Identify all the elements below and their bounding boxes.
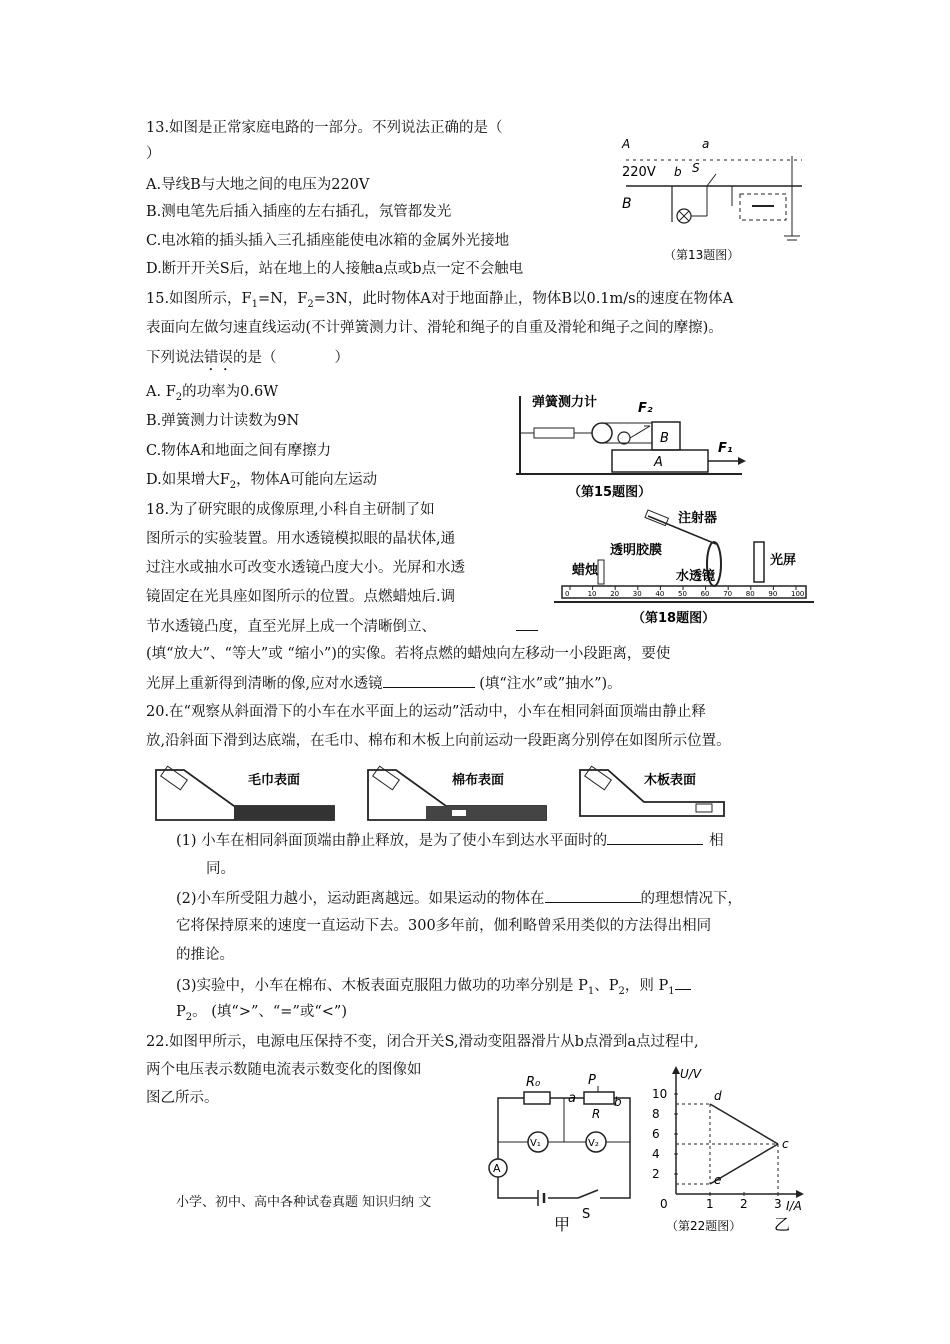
q20-blank-1[interactable] <box>607 830 703 845</box>
q22-graph-ytick-label: 4 <box>652 1147 660 1161</box>
q20-blank-3[interactable] <box>675 975 691 990</box>
q18-fig-label-candle: 蜡烛 <box>572 563 599 578</box>
q13-option-c: C.电冰箱的插头插入三孔插座能使电冰箱的金属外光接地 <box>146 233 510 249</box>
q18-fig-label-screen: 光屏 <box>770 553 797 568</box>
q15-line-2: 表面向左做匀速直线运动(不计弹簧测力计、滑轮和绳子的自重及滑轮和绳子之间的摩擦)。 <box>146 320 723 336</box>
q20-part-3-line-2: $P_2$。 (填“>”、“=”或“<”) <box>176 1004 347 1023</box>
q13-fig-caption: （第13题图） <box>664 248 740 262</box>
q15-option-b: B.弹簧测力计读数为9N <box>146 413 300 429</box>
q20-part-2-line-3: 的推论。 <box>176 947 234 963</box>
q13-fig-label-voltage: 220V <box>622 165 656 180</box>
q22-graph-figure <box>646 1066 806 1236</box>
q20-blank-2[interactable] <box>545 888 641 903</box>
q22-circuit-figure <box>482 1068 648 1234</box>
q20-part-2-line-2: 它将保持原来的速度一直运动下去。300多年前，伽利略曾采用类似的方法得出相同 <box>176 918 712 934</box>
q15-fig-label-a: A <box>654 455 663 470</box>
q22-fig-label-b: b <box>614 1095 622 1109</box>
q18-line-4: 镜固定在光具座如图所示的位置。点燃蜡烛后.调 <box>146 589 456 605</box>
q18-lens-figure <box>548 506 816 630</box>
q22-graph-ytick-label: 10 <box>652 1087 668 1101</box>
q13-fig-label-a: A <box>622 137 631 151</box>
q18-ruler-tick-label: 40 <box>655 590 665 598</box>
footer-watermark-text: 小学、初中、高中各种试卷真题 知识归纳 文 <box>176 1195 432 1210</box>
q18-ruler-tick-label: 50 <box>678 590 687 598</box>
q18-ruler-tick-label: 0 <box>565 590 570 598</box>
q20-surface-1-label: 毛巾表面 <box>248 773 301 788</box>
q22-graph-ytick-label: 8 <box>652 1107 660 1121</box>
q13-fig-label-pb: b <box>674 165 682 179</box>
q15-line-3: 下列说法错误的是（ ） <box>146 350 349 366</box>
q22-graph-xtick-label: 2 <box>740 1197 748 1211</box>
q18-ruler-tick-label: 20 <box>610 590 620 598</box>
q15-pulley-figure <box>512 386 752 506</box>
q18-ruler-tick-label: 10 <box>587 590 597 598</box>
q15-option-a: A. $F_2$的功率为0.6W <box>146 384 279 403</box>
q13-option-d: D.断开开关S后，站在地上的人接触a点或b点一定不会触电 <box>146 261 524 277</box>
q18-line-2: 图所示的实验装置。用水透镜模拟眼的晶状体,通 <box>146 531 456 547</box>
q18-fig-caption: （第18题图） <box>632 611 716 626</box>
q15-fig-label-f2: F₂ <box>638 401 653 416</box>
q18-line-5: 节水透镜凸度，直至光屏上成一个清晰倒立、 <box>146 616 538 637</box>
q22-graph-line-dc <box>710 1104 778 1144</box>
q22-graph-xtick-label: 1 <box>706 1197 714 1211</box>
q20-part-1-line-1: (1) 小车在相同斜面顶端由静止释放，是为了使小车到达水平面时的 相 <box>176 830 724 851</box>
q22-graph-xlabel: I/A <box>786 1199 802 1213</box>
q15-line-1: 15.如图所示，$F_1=N$，$F_2=3N$，此时物体A对于地面静止，物体B以0.1m/s的速度在物体A <box>146 291 734 310</box>
q22-graph-point-label: e <box>714 1173 722 1187</box>
q15-fig-caption: （第15题图） <box>568 485 652 500</box>
q18-blank-1[interactable] <box>516 616 538 631</box>
q18-blank-2[interactable] <box>383 673 475 688</box>
q22-graph-ytick-label: 2 <box>652 1167 660 1181</box>
q18-fig-label-lens: 水透镜 <box>676 569 716 584</box>
q18-ruler-tick-label: 90 <box>768 590 778 598</box>
q15-fig-label-f1: F₁ <box>718 441 733 456</box>
q22-fig-label-a: a <box>568 1091 576 1106</box>
q18-fig-label-film: 透明胶膜 <box>610 543 663 558</box>
q22-line-3: 图乙所示。 <box>146 1090 219 1106</box>
q13-fig-label-b: B <box>622 196 632 212</box>
q18-line-6: (填“放大”、“等大”或 “缩小”)的实像。若将点燃的蜡烛向左移动一小段距离，要使 <box>146 646 671 662</box>
q13-fig-label-pa: a <box>702 137 710 151</box>
q20-line-1: 20.在“观察从斜面滑下的小车在水平面上的运动”活动中，小车在相同斜面顶端由静止释 <box>146 704 706 720</box>
q22-fig-label-jia: 甲 <box>554 1215 571 1234</box>
q22-fig-label-r: R <box>592 1107 601 1121</box>
q22-fig-caption: （第22题图） <box>666 1219 742 1233</box>
q13-circuit-figure <box>612 126 812 266</box>
q22-fig-label-v2: V₂ <box>588 1138 599 1149</box>
q18-fig-label-syringe: 注射器 <box>678 511 718 526</box>
q20-surface-3-label: 木板表面 <box>644 773 697 788</box>
q13-stem: 13.如图是正常家庭电路的一部分。不列说法正确的是（ <box>146 120 503 136</box>
q18-line-1: 18.为了研究眼的成像原理,小科自主研制了如 <box>146 502 435 518</box>
q13-option-b: B.测电笔先后插入插座的左右插孔，氖管都发光 <box>146 204 452 220</box>
q18-ruler-tick-label: 100 <box>791 590 805 598</box>
q22-fig-label-v1: V₁ <box>530 1138 541 1149</box>
q18-ruler-ticks <box>565 586 804 598</box>
q20-surface-2-label: 棉布表面 <box>452 773 505 788</box>
q20-part-2-line-1: (2)小车所受阻力越小，运动距离越远。如果运动的物体在 的理想情况下， <box>176 888 742 909</box>
q18-ruler-tick-label: 60 <box>700 590 710 598</box>
q15-fig-label-meter: 弹簧测力计 <box>532 395 598 410</box>
q22-fig-label-p: P <box>588 1073 596 1088</box>
q22-graph-xtick-label: 3 <box>774 1197 782 1211</box>
q22-fig-label-yi: 乙 <box>774 1215 791 1234</box>
q22-fig-label-r0: R₀ <box>526 1075 541 1090</box>
q20-part-1-line-2: 同。 <box>206 861 235 877</box>
q18-line-7: 光屏上重新得到清晰的像,应对水透镜 (填“注水”或”抽水”)。 <box>146 673 622 694</box>
q13-option-a: A.导线B与大地之间的电压为220V <box>146 177 370 193</box>
q22-graph-point-label: d <box>714 1089 722 1103</box>
q20-line-2: 放,沿斜面下滑到达底端，在毛巾、棉布和木板上向前运动一段距离分别停在如图所示位置。 <box>146 733 731 749</box>
q13-fig-label-s: S <box>692 161 700 175</box>
q22-fig-label-ammeter: A <box>493 1162 501 1175</box>
q22-fig-label-s: S <box>582 1207 591 1222</box>
q22-line-2: 两个电压表示数随电流表示数变化的图像如 <box>146 1062 422 1078</box>
q20-part-3-line-1: (3)实验中，小车在棉布、木板表面克服阻力做功的功率分别是 $P_1$、$P_2$，则 $P_1$ <box>176 975 691 1002</box>
q18-line-3: 过注水或抽水可改变水透镜凸度大小。光屏和水透 <box>146 560 465 576</box>
q15-option-c: C.物体A和地面之间有摩擦力 <box>146 443 332 459</box>
q20-ramp-figure-3 <box>578 762 728 824</box>
q22-graph-point-label: c <box>782 1137 789 1151</box>
q22-graph-ytick-label: 6 <box>652 1127 660 1141</box>
q20-ramp-figure-1 <box>154 762 338 824</box>
q20-ramp-figure-2 <box>366 762 550 824</box>
q18-ruler-tick-label: 30 <box>632 590 642 598</box>
q22-graph-ylabel: U/V <box>680 1067 702 1081</box>
q13-stem-close: ） <box>146 146 161 162</box>
q18-ruler-tick-label: 80 <box>745 590 755 598</box>
q18-ruler-tick-label: 70 <box>723 590 733 598</box>
q15-option-d: D.如果增大$F_2$，物体A可能向左运动 <box>146 472 378 491</box>
q15-fig-label-b: B <box>660 431 669 446</box>
q22-graph-origin: 0 <box>660 1197 668 1211</box>
q22-line-1: 22.如图甲所示，电源电压保持不变，闭合开关S,滑动变阻器滑片从b点滑到a点过程中, <box>146 1034 699 1050</box>
